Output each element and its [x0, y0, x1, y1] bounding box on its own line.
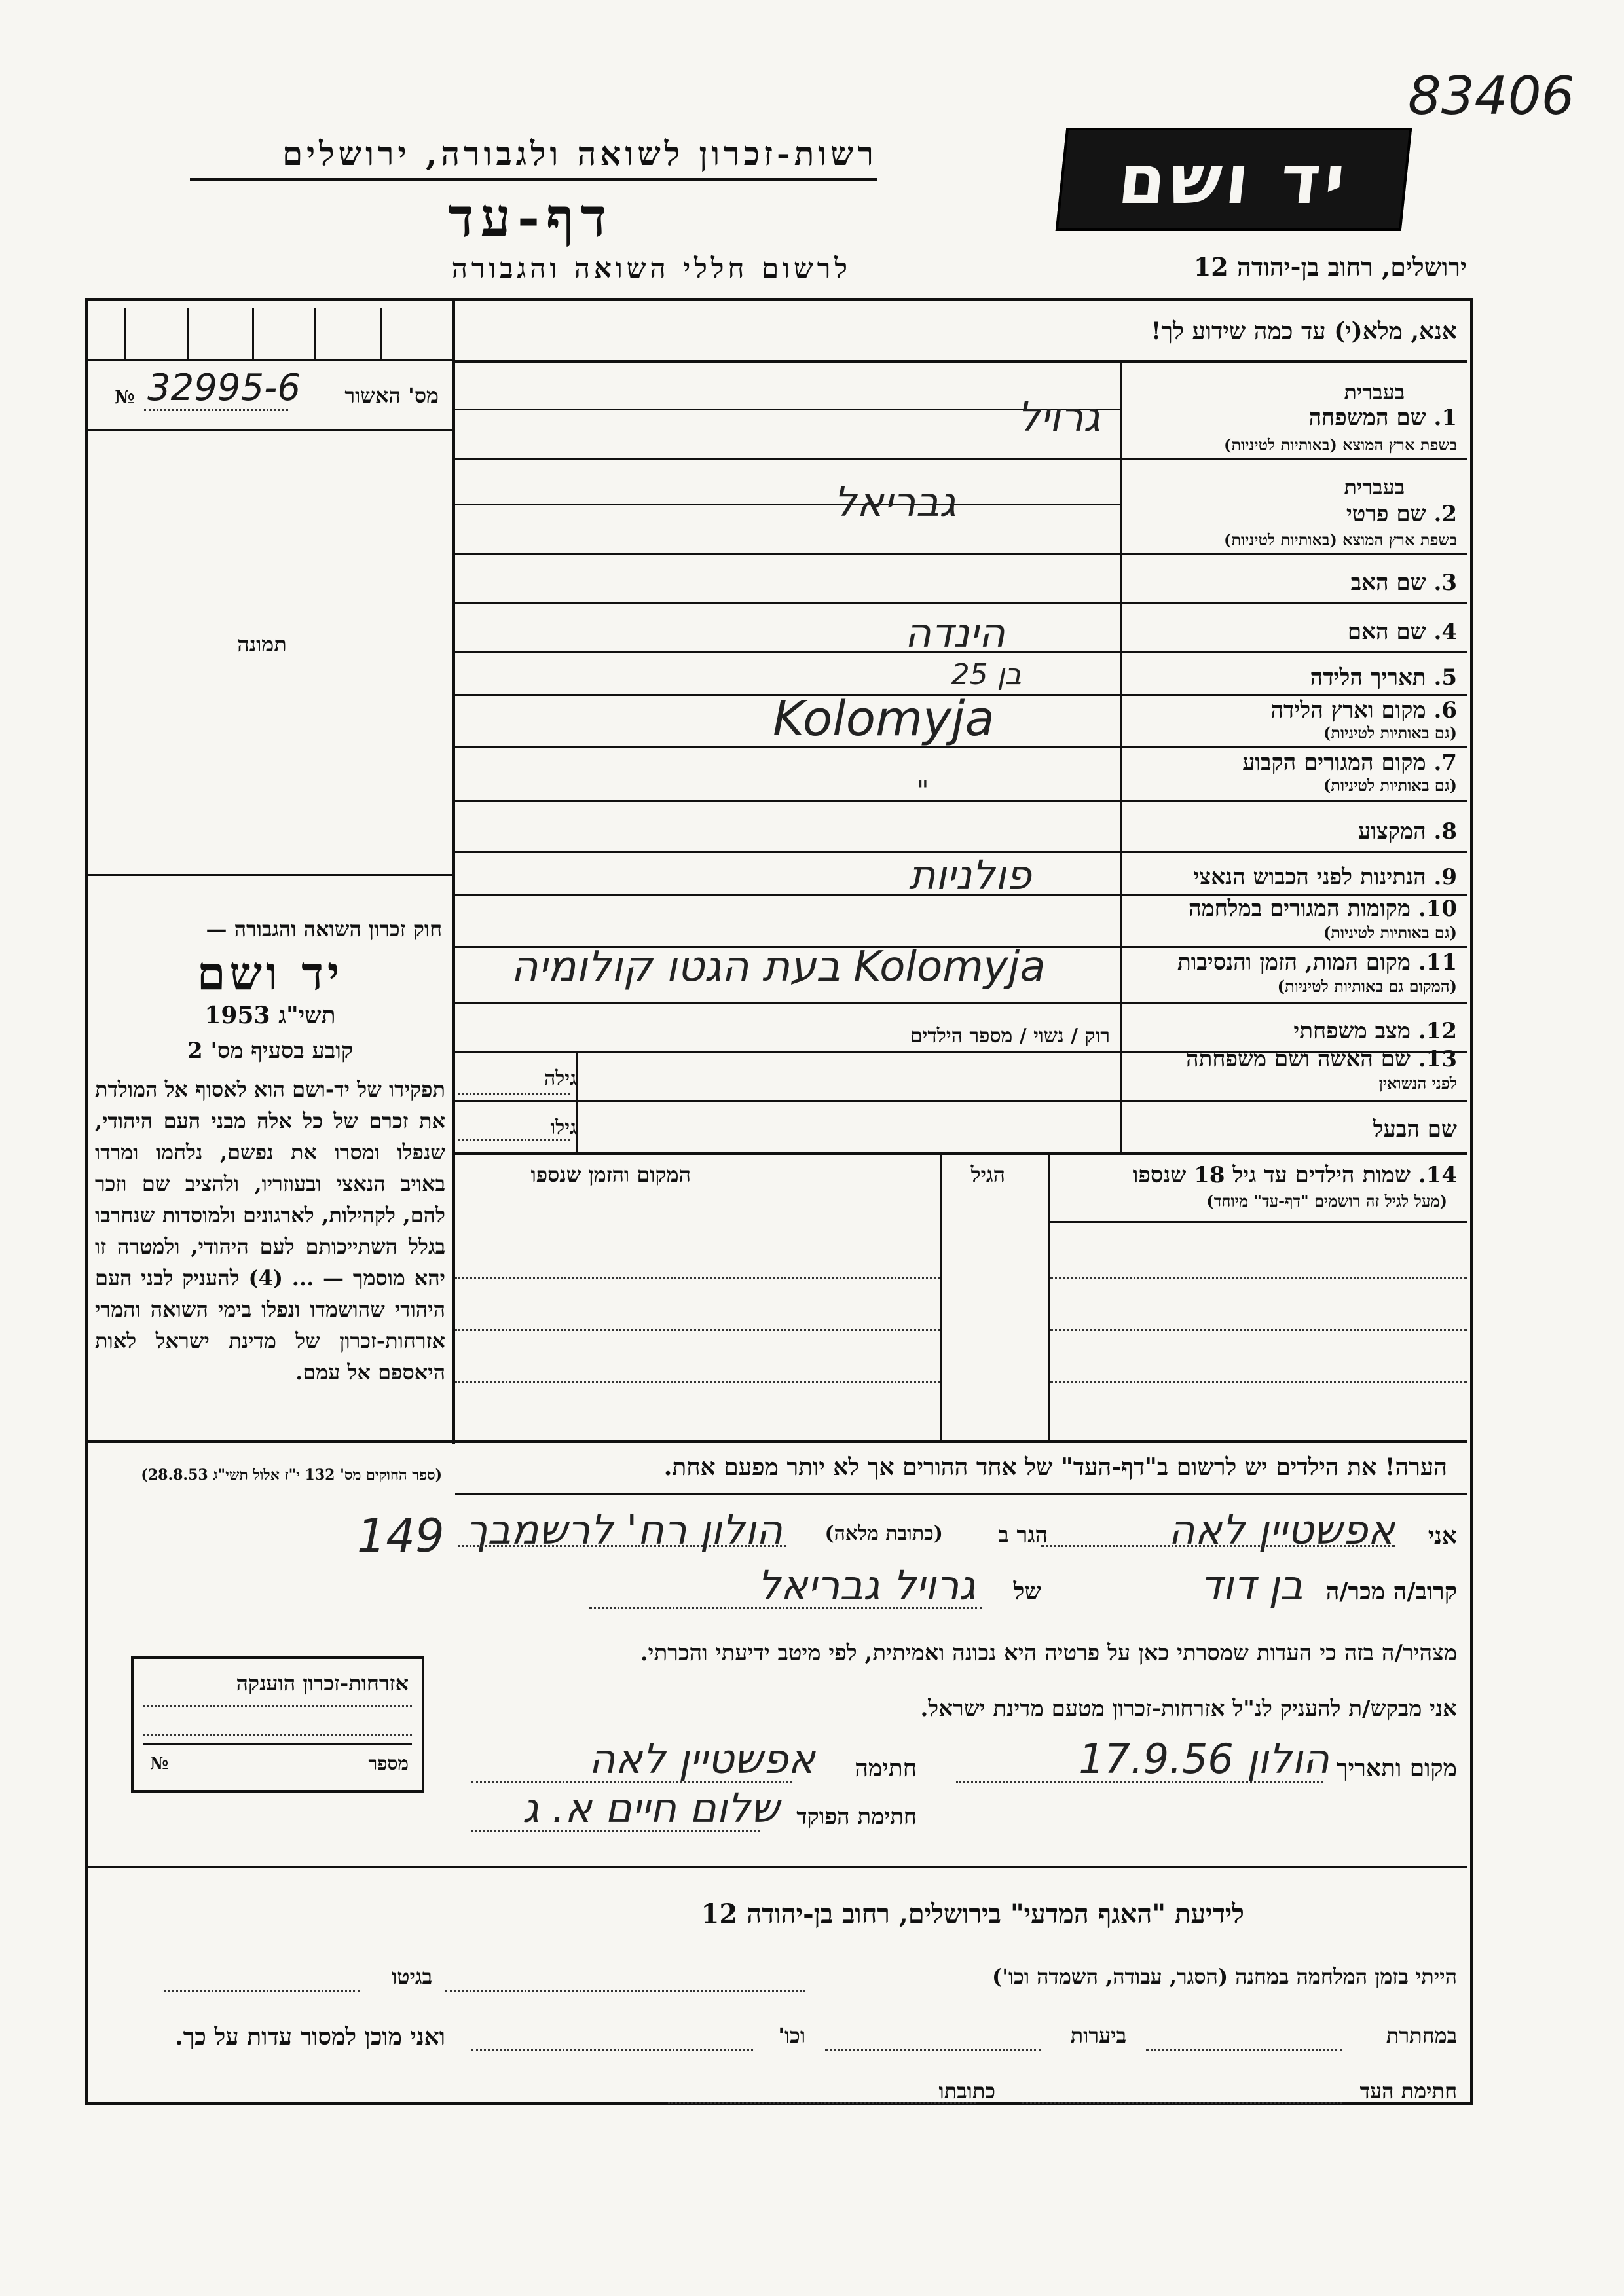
decl-resident: הגר ב	[998, 1522, 1048, 1548]
label-column-divider	[1120, 360, 1122, 1152]
row-line	[455, 800, 1467, 802]
children-bottom	[88, 1440, 1467, 1443]
bottom-dots	[825, 2049, 1041, 2051]
law-year: תשי"ג 1953	[204, 1002, 336, 1029]
tick	[380, 308, 382, 360]
row-line	[455, 1152, 1467, 1155]
intro-text: אנא, מלא(י) עד כמה שידוע לך!	[1151, 318, 1457, 345]
yad-vashem-logo	[1056, 128, 1412, 231]
bottom-title: לידיעת "האגף המדעי" בירושלים, רחוב בן-יהודה 12	[701, 1899, 1244, 1929]
f11-sub: (המקום גם באותיות לטיניות)	[1277, 977, 1457, 996]
decl-of: של	[1013, 1578, 1041, 1605]
tick	[124, 308, 126, 360]
logo-text: יד ושם	[1115, 139, 1353, 219]
serial-number: 83406	[1408, 65, 1575, 126]
bottom-dots	[1022, 2102, 1342, 2104]
f14-sub: (מעל לגיל זה רושמים "דף-עד" מיוחד)	[1206, 1192, 1447, 1211]
children-row	[455, 1381, 940, 1383]
bottom-underground: במחתרת	[1386, 2023, 1457, 2048]
f3-label: 3. שם האב	[1350, 570, 1457, 596]
approval-label: מס' האשור	[344, 383, 439, 408]
hw-birth-date: בן 25	[951, 658, 1022, 691]
memorial-prefix: №	[150, 1754, 169, 1774]
approval-dots	[144, 409, 288, 411]
note-line	[455, 1493, 1467, 1495]
bottom-dots	[164, 1990, 360, 1992]
row-line	[455, 458, 1467, 460]
f2-hebrew: בעברית	[1344, 475, 1405, 500]
hw-witness-address: הולון רח' לרשמבך	[466, 1506, 783, 1554]
f2-label: 2. שם פרטי	[1346, 501, 1457, 527]
memorial-box-title: אזרחות-זכרון הוענקה	[236, 1671, 409, 1696]
decl-i: אני	[1428, 1522, 1457, 1550]
bottom-dots	[668, 2102, 976, 2104]
hw-surname: גרויל	[1017, 393, 1100, 441]
f7-sub: (גם באותיות לטיניות)	[1323, 776, 1457, 795]
photo-bottom	[88, 874, 452, 876]
authority-underline	[190, 178, 877, 181]
law-name: יד ושם	[196, 946, 344, 1000]
f1-label: 1. שם המשפחה	[1308, 405, 1457, 431]
header-address: ירושלים, רחוב בן-יהודה 12	[1193, 252, 1467, 282]
row-line	[455, 1100, 1467, 1102]
decl-name-dots	[1041, 1545, 1395, 1547]
col-place-header: המקום והזמן שנספו	[530, 1162, 691, 1187]
f12-options: רוק / נשוי / מספר הילדים	[910, 1025, 1110, 1048]
children-row	[1050, 1277, 1467, 1279]
official-dots	[471, 1830, 760, 1832]
form-title: דף-עד	[448, 187, 613, 249]
f5-label: 5. תאריך הלידה	[1310, 665, 1457, 691]
f13-age-dots	[458, 1093, 570, 1095]
col-age-header: הגיל	[970, 1162, 1005, 1187]
hw-citizenship: פולניות	[908, 851, 1031, 899]
place-date-dots	[956, 1781, 1323, 1783]
children-row	[1050, 1329, 1467, 1331]
children-row	[1050, 1381, 1467, 1383]
hw-mother: הינדה	[904, 609, 1005, 657]
bottom-address: כתובתו	[938, 2079, 995, 2104]
husband-label: שם הבעל	[1373, 1116, 1457, 1142]
f10-label: 10. מקומות המגורים במלחמה	[1188, 896, 1457, 922]
hw-first-name: גבריאל	[834, 478, 956, 526]
f13-label: 13. שם האשה ושם משפחתה	[1186, 1046, 1457, 1072]
row-line	[455, 602, 1467, 604]
f1-hebrew: בעברית	[1344, 380, 1405, 405]
bottom-dots	[471, 2049, 753, 2051]
row-line	[455, 1002, 1467, 1004]
memorial-box	[131, 1656, 424, 1793]
authority-title: רשות-זכרון לשואה ולגבורה, ירושלים	[282, 134, 877, 173]
bottom-etc: וכו'	[778, 2023, 805, 2048]
tick	[252, 308, 254, 360]
children-row	[455, 1329, 940, 1331]
hw-relation: בן דוד	[1200, 1561, 1303, 1609]
decl-declare: מצהיר/ה בזה כי העדות שמסרתי כאן על פרטיה היא נכונה ואמיתית, לפי מיטב ידיעתי והכרתי.	[640, 1640, 1457, 1666]
memorial-number: מספר	[368, 1753, 409, 1774]
intro-row-line	[455, 360, 1467, 363]
hw-official-signature: שלום חיים א. ג	[522, 1784, 779, 1832]
decl-request: אני מבקש/ת להעניק לנ"ל אזרחות-זכרון מטעם מדינת ישראל.	[920, 1696, 1457, 1722]
hw-place-date: הולון 17.9.56	[1079, 1735, 1329, 1783]
children-row	[455, 1277, 940, 1279]
age-col-divider	[576, 1051, 578, 1152]
bottom-ghetto: בגיטו	[392, 1964, 432, 1989]
decl-place-date: מקום ותאריך	[1337, 1755, 1457, 1782]
f1-latin: בשפת ארץ המוצא (באותיות לטיניות)	[1224, 435, 1457, 454]
memorial-line	[143, 1743, 412, 1745]
memorial-dots	[143, 1734, 412, 1736]
hw-witness-name: אפשטיין לאה	[1168, 1506, 1395, 1554]
children-col1	[940, 1152, 942, 1440]
form-subtitle: לרשום חללי השואה והגבורה	[451, 252, 851, 284]
bottom-witness-sig: חתימת העד	[1359, 2079, 1457, 2104]
f13-age-label: גילה	[544, 1067, 576, 1090]
f4-label: 4. שם האם	[1347, 619, 1457, 645]
law-source: (ספר החוקים מס' 132 י"ז אלול תשי"ג 28.8.53)	[141, 1467, 442, 1484]
children-col2	[1048, 1152, 1050, 1440]
decl-official: חתימת הפוקד	[796, 1804, 917, 1830]
bottom-dots	[1146, 2049, 1342, 2051]
f11-label: 11. מקום המות, הזמן והנסיבות	[1177, 949, 1457, 975]
f12-label: 12. מצב משפחתי	[1293, 1018, 1457, 1044]
row-line	[455, 553, 1467, 555]
bottom-dots	[445, 1990, 805, 1992]
f9-label: 9. הנתינות לפני הכבוש הנאצי	[1193, 864, 1457, 890]
tick	[314, 308, 316, 360]
tick	[187, 308, 189, 360]
bottom-ready: ואני מוכן למסור עדות על כך.	[175, 2023, 445, 2050]
decl-relative: קרוב/ה מכר/ה	[1325, 1578, 1457, 1605]
f6-label: 6. מקום וארץ הלידה	[1270, 697, 1457, 723]
hw-signature: אפשטיין לאה	[589, 1735, 815, 1783]
decl-signature: חתימה	[855, 1755, 917, 1782]
decl-full-address: (כתובת מלאה)	[824, 1522, 943, 1545]
f7-label: 7. מקום המגורים הקבוע	[1242, 750, 1457, 776]
bottom-forests: ביערות	[1070, 2023, 1126, 2048]
bottom-divider	[88, 1866, 1467, 1868]
f10-sub: (גם באותיות לטיניות)	[1323, 923, 1457, 942]
hw-death: בעת הגטו קולומיה Kolomyja	[511, 943, 1046, 991]
children-header-line	[1050, 1221, 1467, 1223]
sub-row-line	[455, 504, 1120, 505]
f13-sub: לפני הנשואין	[1378, 1074, 1457, 1093]
left-column-divider	[452, 298, 455, 1444]
memorial-dots	[143, 1705, 412, 1707]
law-clause: קובע בסעיף מס' 2	[187, 1038, 354, 1064]
hw-birth-place: Kolomyja	[773, 691, 995, 747]
husband-age-label: גילו	[550, 1116, 576, 1139]
f8-label: 8. המקצוע	[1357, 818, 1457, 845]
approval-row-line	[88, 429, 452, 431]
f6-sub: (גם באותיות לטיניות)	[1323, 723, 1457, 742]
hw-of-whom: גרויל גבריאל	[757, 1561, 976, 1609]
photo-label: תמונה	[237, 632, 287, 657]
approval-prefix: №	[115, 386, 135, 408]
bottom-line1: הייתי בזמן המלחמה במחנה (הסגר, עבודה, השמדה וכו')	[992, 1964, 1457, 1989]
tick-row-line	[88, 359, 452, 361]
law-body: תפקידו של יד-ושם הוא לאסוף אל המולדת את זכרם של כל אלה מבני העם היהודי, שנפלו ומסרו את נפשם, נלחמו ומרדו באויב הנאצי ובעוזריו, ולהציב שם וזכר להם, לקהילות, לארגונים ולמוסדות שנחרבו בגלל השתייכותם לעם היהודי, ולמטרה זו יהא מוסמך — ... (4) להעניק לבני העם היהודי שהושמדו ונפלו בימי השואה והמרי אזרחות-זכרון של מדינת ישראל לאות היאספם אל עמם.	[95, 1077, 446, 1385]
hw-house-number: 149	[357, 1509, 445, 1563]
f2-latin: בשפת ארץ המוצא (באותיות לטיניות)	[1224, 530, 1457, 549]
hw-residence: "	[917, 776, 929, 806]
decl-address-dots	[458, 1545, 786, 1547]
f14-label: 14. שמות הילדים עד גיל 18 שנספו	[1132, 1162, 1457, 1188]
approval-number: 32995-6	[147, 367, 301, 409]
husband-age-dots	[458, 1139, 570, 1141]
signature-dots	[471, 1781, 792, 1783]
law-line1: חוק זכרון השואה והגבורה —	[206, 917, 442, 941]
decl-of-dots	[589, 1607, 982, 1609]
note: הערה! את הילדים יש לרשום ב"דף-העד" של אחד ההורים אך לא יותר מפעם אחת.	[663, 1453, 1447, 1481]
